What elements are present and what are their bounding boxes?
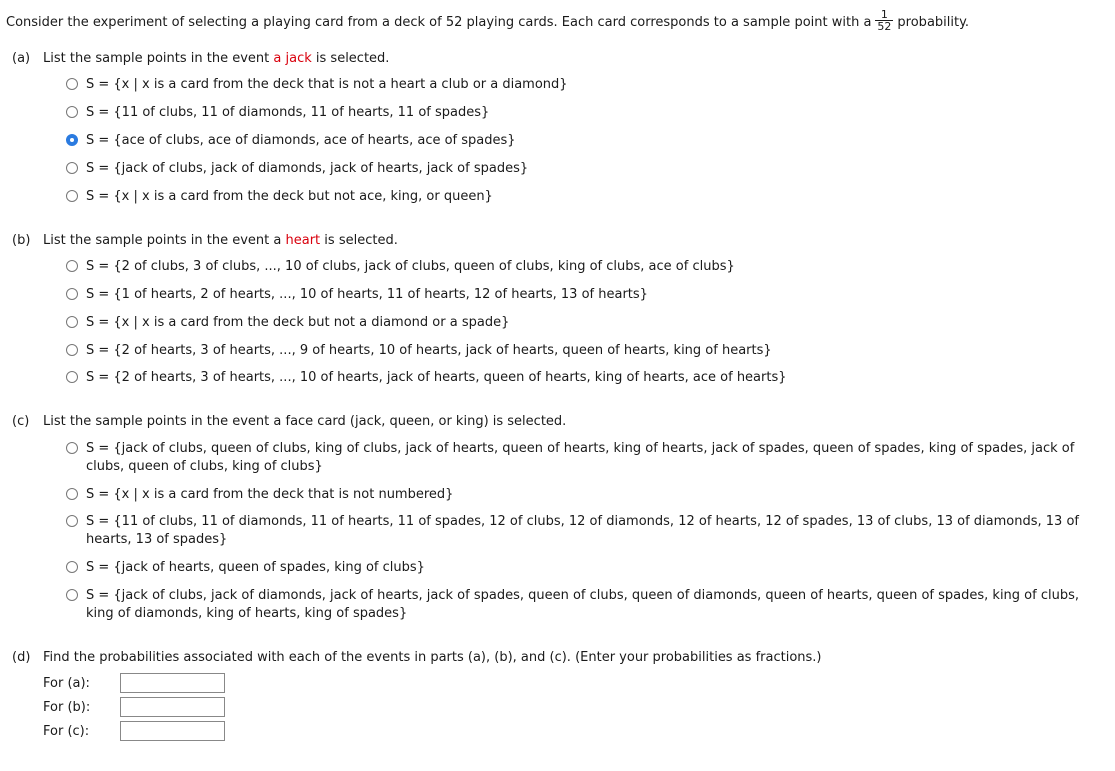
intro-text-before: Consider the experiment of selecting a playing card from a deck of 52 playing cards. Each card corresponds to a sample point with a	[6, 15, 872, 30]
event-highlight: heart	[285, 233, 321, 248]
intro-statement	[6, 8, 970, 34]
radio-button-selected[interactable]	[66, 134, 78, 146]
part-c-prompt: (c) List the sample points in the event a face card (jack, queen, or king) is selected.	[12, 414, 567, 429]
radio-button[interactable]	[66, 78, 78, 90]
radio-button[interactable]	[66, 589, 78, 601]
part-c-option-1[interactable]: S = {jack of clubs, queen of clubs, king of clubs, jack of hearts, queen of hearts, king of hearts, jack of spades, queen of spades, king of spades, jack of clubs, queen of clubs, king of clubs}	[66, 440, 1106, 476]
part-b-option-5[interactable]: S = {2 of hearts, 3 of hearts, ..., 10 of hearts, jack of hearts, queen of hearts, king of hearts, ace of hearts}	[66, 369, 1106, 387]
radio-button[interactable]	[66, 515, 78, 527]
part-a-option-5[interactable]: S = {x | x is a card from the deck but not ace, king, or queen}	[66, 188, 1106, 206]
radio-button[interactable]	[66, 316, 78, 328]
part-c-option-2[interactable]: S = {x | x is a card from the deck that is not numbered}	[66, 486, 1106, 504]
radio-button[interactable]	[66, 561, 78, 573]
probability-fraction	[875, 9, 893, 32]
part-b-prompt: (b) List the sample points in the event a heart is selected.	[12, 233, 398, 248]
fraction-denominator: 52	[877, 20, 892, 33]
radio-button[interactable]	[66, 260, 78, 272]
event-highlight: a jack	[273, 51, 312, 66]
answer-a-input[interactable]	[120, 673, 225, 693]
fraction-numerator: 1	[875, 9, 893, 21]
intro-text-after: probability.	[897, 15, 970, 30]
radio-button[interactable]	[66, 442, 78, 454]
answer-c-input[interactable]	[120, 721, 225, 741]
part-label: (c)	[12, 414, 30, 429]
part-b-option-1[interactable]: S = {2 of clubs, 3 of clubs, ..., 10 of clubs, jack of clubs, queen of clubs, king of clubs, ace of clubs}	[66, 258, 1106, 276]
part-a-option-2[interactable]: S = {11 of clubs, 11 of diamonds, 11 of hearts, 11 of spades}	[66, 104, 1106, 122]
part-a-prompt: (a) List the sample points in the event a jack is selected.	[12, 51, 390, 66]
radio-button[interactable]	[66, 344, 78, 356]
part-label: (a)	[12, 51, 31, 66]
answer-c-label: For (c):	[43, 724, 90, 739]
radio-button[interactable]	[66, 162, 78, 174]
part-a-option-3[interactable]: S = {ace of clubs, ace of diamonds, ace of hearts, ace of spades}	[66, 132, 1106, 150]
part-c-option-5[interactable]: S = {jack of clubs, jack of diamonds, jack of hearts, jack of spades, queen of clubs, queen of diamonds, queen of hearts, queen of spades, king of clubs, king of diamonds, king of hearts, king of spades}	[66, 587, 1106, 623]
radio-button[interactable]	[66, 190, 78, 202]
part-label: (b)	[12, 233, 31, 248]
radio-button[interactable]	[66, 106, 78, 118]
part-b-option-2[interactable]: S = {1 of hearts, 2 of hearts, ..., 10 of hearts, 11 of hearts, 12 of hearts, 13 of hearts}	[66, 286, 1106, 304]
part-a-option-4[interactable]: S = {jack of clubs, jack of diamonds, jack of hearts, jack of spades}	[66, 160, 1106, 178]
radio-button[interactable]	[66, 288, 78, 300]
part-c-option-4[interactable]: S = {jack of hearts, queen of spades, king of clubs}	[66, 559, 1106, 577]
answer-b-input[interactable]	[120, 697, 225, 717]
answer-a-label: For (a):	[43, 676, 90, 691]
part-b-option-4[interactable]: S = {2 of hearts, 3 of hearts, ..., 9 of hearts, 10 of hearts, jack of hearts, queen of hearts, king of hearts}	[66, 342, 1106, 360]
answer-b-label: For (b):	[43, 700, 91, 715]
part-b-option-3[interactable]: S = {x | x is a card from the deck but not a diamond or a spade}	[66, 314, 1106, 332]
radio-button[interactable]	[66, 488, 78, 500]
radio-button[interactable]	[66, 371, 78, 383]
part-a-option-1[interactable]: S = {x | x is a card from the deck that is not a heart a club or a diamond}	[66, 76, 1106, 94]
part-d-prompt: (d) Find the probabilities associated with each of the events in parts (a), (b), and (c). (Enter your probabilities as fractions.)	[12, 650, 822, 665]
part-c-option-3[interactable]: S = {11 of clubs, 11 of diamonds, 11 of hearts, 11 of spades, 12 of clubs, 12 of diamonds, 12 of hearts, 12 of spades, 13 of clubs, 13 of diamonds, 13 of hearts, 13 of spades}	[66, 513, 1106, 549]
part-label: (d)	[12, 650, 31, 665]
